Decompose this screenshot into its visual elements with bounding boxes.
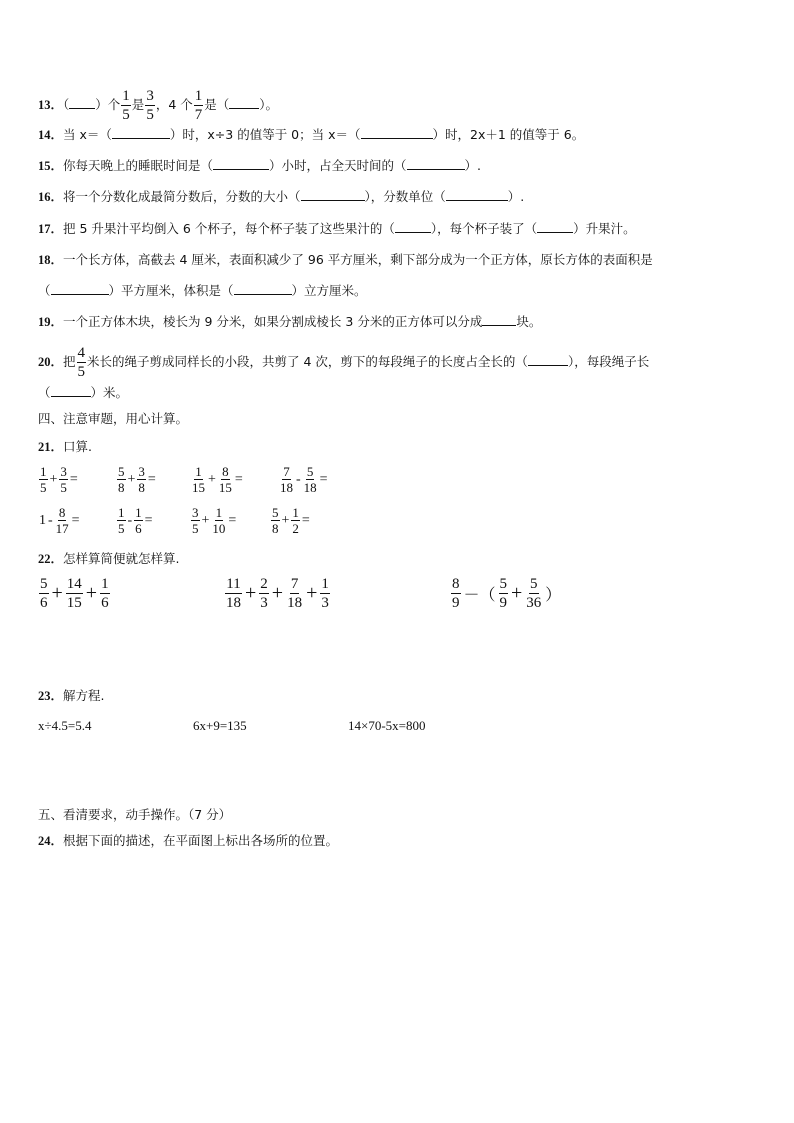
answer-blank[interactable] [361,126,433,139]
text: 米长的绳子剪成同样长的小段，共剪了 4 次，剪下的每段绳子的长度占全长的（ [87,354,528,369]
operator: - [48,512,53,528]
answer-blank[interactable] [229,96,259,109]
oral-calc-1 [38,465,79,494]
text: ）。 [259,97,279,112]
fraction: $\frac{1}{5}$ [118,505,125,536]
answer-blank[interactable] [213,157,269,170]
question-14 [38,126,584,144]
operator: + [85,582,98,604]
text: ）升果汁。 [573,221,636,236]
question-number: 18． [38,253,64,267]
question-number: 21． [38,440,64,454]
operator: - [296,471,301,487]
fraction: $\frac{4}{5}$ [77,345,86,380]
text: ，4 个 [155,97,193,112]
fraction: $\frac{5}{9}$ [499,576,508,611]
oral-calc-6 [116,506,154,535]
fraction: $\frac{3}{5}$ [192,505,199,536]
section-4-heading: 四、注意审题，用心计算。 [38,411,189,426]
fraction: $\frac{8}{17}$ [55,505,69,536]
question-number: 17． [38,222,64,236]
equation-1: x÷4.5=5.4 [38,718,92,733]
text: 解方程. [63,688,105,703]
answer-blank[interactable] [69,96,95,109]
operator: －（ [463,587,496,604]
question-18-line-2 [38,282,367,300]
answer-blank[interactable] [234,282,292,295]
fraction: $\frac{3}{5}$ [60,464,67,495]
fraction: $\frac{5}{8}$ [118,464,125,495]
question-23 [38,687,105,705]
operator: + [281,512,290,528]
fraction: $\frac{5}{36}$ [526,576,542,611]
text: ）. [464,158,482,173]
equals-sign: = [319,471,328,487]
fraction: $\frac{1}{5}$ [40,464,47,495]
text: 当 x＝（ [63,127,112,142]
answer-blank[interactable] [446,188,508,201]
question-number: 22． [38,552,64,566]
answer-blank[interactable] [301,188,365,201]
section-5-heading: 五、看清要求，动手操作。（7 分） [38,807,232,822]
fraction: $\frac{5}{6}$ [40,576,48,611]
operator: + [49,471,58,487]
question-24 [38,832,338,850]
fraction: $\frac{1}{2}$ [292,505,299,536]
question-16 [38,188,524,206]
text: 一个正方体木块，棱长为 9 分米，如果分割成棱长 3 分米的正方体可以分成 [63,314,483,329]
text: ）小时，占全天时间的（ [269,158,407,173]
simplify-expression-1 [38,576,111,611]
oral-calc-3 [190,465,244,494]
question-number: 23． [38,689,64,703]
text: （ [63,97,70,112]
answer-blank[interactable] [112,126,170,139]
text: 怎样算简便就怎样算. [63,551,180,566]
whole-number: 1 [39,512,46,528]
question-number: 20． [38,355,64,369]
equals-sign: = [301,512,310,528]
simplify-expression-3 [450,576,563,611]
oral-calc-4 [278,465,329,494]
question-number: 24． [38,834,64,848]
text: ）时，x÷3 的值等于 0；当 x＝（ [169,127,361,142]
question-number: 19． [38,315,64,329]
text: 口算. [63,439,92,454]
equation-3: 14×70-5x=800 [348,718,426,733]
operator: + [245,582,257,604]
text: 把 [63,354,76,369]
close-paren: ） [545,587,562,604]
fraction: $\frac{8}{9}$ [452,576,460,611]
fraction: $\frac{2}{3}$ [260,576,268,611]
operator: + [51,582,63,604]
fraction: $\frac{1}{7}$ [194,88,203,123]
answer-blank[interactable] [395,220,431,233]
text: ）平方厘米，体积是（ [108,283,234,298]
text: 一个长方体，高截去 4 厘米，表面积减少了 96 平方厘米，剩下部分成为一个正方体，原长方体的表面积是 [63,252,653,267]
fraction: $\frac{1}{15}$ [192,464,205,495]
fraction: $\frac{1}{6}$ [135,505,142,536]
fraction: $\frac{11}{18}$ [226,576,241,611]
operator: + [511,582,523,604]
equals-sign: = [144,512,153,528]
question-20 [38,345,649,380]
text: ）时，2x＋1 的值等于 6。 [432,127,585,142]
question-19 [38,313,541,331]
text: ），每个杯子装了（ [430,221,538,236]
text: 是 [131,97,145,112]
operator: + [208,471,216,487]
fraction: $\frac{7}{18}$ [287,576,303,611]
oral-calc-5 [38,506,81,535]
question-number: 15． [38,159,64,173]
question-22 [38,550,180,568]
answer-blank[interactable] [482,313,516,326]
fraction: $\frac{1}{6}$ [101,576,109,611]
text: ）. [507,189,525,204]
operator: + [201,512,210,528]
fraction: $\frac{8}{15}$ [218,464,232,495]
operator: - [127,512,133,528]
question-21 [38,438,92,456]
text: ）个 [95,97,121,112]
equals-sign: = [228,512,237,528]
fraction: $\frac{7}{18}$ [280,464,293,495]
operator: + [271,582,284,604]
text: 你每天晚上的睡眠时间是（ [63,158,214,173]
question-20-line-2 [38,384,128,402]
text: 是（ [204,97,230,112]
equals-sign: = [234,471,243,487]
question-13 [38,88,278,123]
fraction: $\frac{14}{15}$ [66,576,82,611]
text: （ [38,385,51,400]
simplify-expression-2 [224,576,331,611]
text: ），分数单位（ [364,189,446,204]
question-17 [38,220,636,238]
question-15 [38,157,481,175]
text: ）立方厘米。 [291,283,367,298]
answer-blank[interactable] [528,353,568,366]
question-18 [38,251,653,269]
fraction: $\frac{1}{3}$ [321,576,329,611]
question-number: 13． [38,98,64,112]
text: （ [38,283,51,298]
text: 块。 [516,314,542,329]
fraction: $\frac{1}{10}$ [212,505,226,536]
fraction: $\frac{5}{8}$ [272,505,279,536]
text: 根据下面的描述，在平面图上标出各场所的位置。 [63,833,339,848]
text: ），每段绳子长 [567,354,650,369]
text: ）米。 [90,385,129,400]
oral-calc-2 [116,465,157,494]
operator: + [306,582,318,604]
equation-2: 6x+9=135 [193,718,247,733]
equals-sign: = [147,471,156,487]
operator: + [127,471,136,487]
question-number: 14． [38,128,64,142]
answer-blank[interactable] [407,157,465,170]
fraction: $\frac{3}{8}$ [138,464,145,495]
answer-blank[interactable] [537,220,573,233]
equals-sign: = [71,512,80,528]
equals-sign: = [69,471,78,487]
answer-blank[interactable] [51,384,91,397]
oral-calc-7 [190,506,237,535]
answer-blank[interactable] [51,282,109,295]
fraction: $\frac{5}{18}$ [303,464,317,495]
question-number: 16． [38,190,64,204]
fraction: $\frac{1}{5}$ [122,88,130,123]
fraction: $\frac{3}{5}$ [146,88,154,123]
text: 将一个分数化成最简分数后，分数的大小（ [63,189,301,204]
text: 把 5 升果汁平均倒入 6 个杯子，每个杯子装了这些果汁的（ [63,221,395,236]
oral-calc-8 [270,506,311,535]
